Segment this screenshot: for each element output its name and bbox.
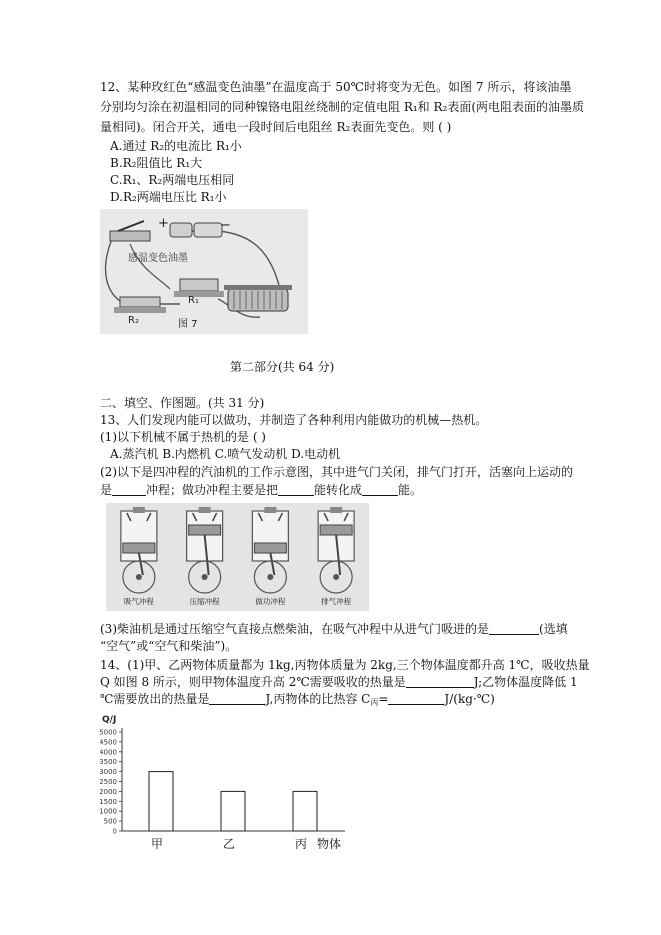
stroke-label: 排气冲程 [321,597,352,606]
q13-sub2-text-a: 是 [100,483,113,497]
q13-blank-energy-from[interactable] [278,483,314,496]
q14-line2 [100,674,578,691]
q13-sub2-line1: (2)以下是四冲程的汽油机的工作示意图，其中进气门关闭，排气门打开，活塞向上运动的 [100,465,574,479]
y-tick-label: 0 [112,827,117,836]
battery-minus-label: − [220,218,231,233]
q12-option-d: D.R₂两端电压比 R₁小 [110,190,227,204]
q14-line3-unit: J/(kg·℃) [444,692,495,706]
q13-sub2-text-b: 冲程；做功冲程主要是把 [146,483,279,497]
category-label: 丙 [294,837,308,851]
q12-line3: 量相同)。闭合开关，通电一段时间后电阻丝 R₂表面先变色。则 ( ) [100,120,452,134]
figure-7-caption: 图 7 [178,319,198,330]
figure-8-chart [100,710,350,860]
engine-diagram [121,507,157,593]
y-tick-label: 2000 [100,787,117,796]
q14-blank-specific-heat[interactable] [388,692,444,705]
q13-sub2-line2 [100,482,422,499]
q14-line3 [100,691,495,711]
bar [221,791,245,831]
part-two-title: 第二部分(共 64 分) [230,360,335,374]
q13-sub2-text-c: 能转化成 [314,483,363,497]
y-tick-label: 500 [103,817,117,826]
q12-option-b: B.R₂阻值比 R₁大 [110,156,203,170]
q13-sub1: (1)以下机械不属于热机的是 ( ) [100,430,266,444]
y-tick-label: 4000 [100,748,117,757]
engine-diagram [252,507,288,593]
q13-sub1-options: A.蒸汽机 B.内燃机 C.喷气发动机 D.电动机 [110,447,341,461]
q14-line3-mid: J,丙物体的比热容 C [265,692,371,706]
engine-diagram [318,507,354,593]
y-tick-label: 3000 [100,768,117,777]
q13-sub3-line1 [100,621,568,638]
engine-strokes-figure [106,503,369,611]
q13-sub3-line2: “空气”或“空气和柴油”)。 [100,639,238,653]
q14-sub-bing: 丙 [370,698,379,707]
q13-sub3-tail: (选填 [539,622,568,636]
y-tick-label: 3500 [100,758,117,767]
q12-line2: 分别均匀涂在初温相同的同种镍铬电阻丝绕制的定值电阻 R₁和 R₂表面(两电阻表面的油墨质 [100,100,585,114]
q14-line2-tail: J;乙物体温度降低 1 [473,675,578,689]
stroke-label: 吸气冲程 [123,597,154,606]
q14-blank-heat-yi[interactable] [209,692,265,705]
q14-line3-text: ℃需要放出的热量是 [100,692,210,706]
y-tick-label: 4500 [100,738,117,747]
section-two-title: 二、填空、作图题。(共 31 分) [100,396,265,410]
q14-blank-heat-jia[interactable] [406,675,474,688]
ink-label: 感温变色油墨 [128,253,188,264]
q13-blank-stroke[interactable] [112,483,146,496]
bar [293,791,317,831]
bar [149,772,173,831]
category-label: 甲 [150,837,164,851]
y-axis-label: Q/J [102,715,117,725]
y-tick-label: 2500 [100,778,117,786]
y-tick-label: 5000 [100,728,117,737]
stroke-label: 做功冲程 [255,597,286,606]
q12-line1: 12、某种玫红色“感温变色油墨”在温度高于 50℃时将变为无色。如图 7 所示，将该油墨 [100,80,572,94]
x-axis-label: 物体 [316,837,342,851]
q14-line3-eq: = [378,692,389,706]
q13-blank-intake[interactable] [489,622,539,635]
q13-intro: 13、人们发现内能可以做功，并制造了各种利用内能做功的机械—热机。 [100,413,488,427]
q14-line1: 14、(1)甲、乙两物体质量都为 1kg,丙物体质量为 2kg,三个物体温度都升高 1℃，吸收热量 [100,658,590,672]
q13-sub2-text-d: 能。 [398,483,423,497]
q13-blank-energy-to[interactable] [362,483,398,496]
engine-diagram [187,507,223,593]
stroke-label: 压缩冲程 [189,597,220,606]
figure-7-circuit [100,209,308,334]
y-tick-label: 1500 [100,797,117,806]
r1-label: R₁ [188,295,199,306]
y-tick-label: 1000 [100,807,117,816]
battery-plus-label: + [158,216,169,231]
q12-option-c: C.R₁、R₂两端电压相同 [110,173,235,187]
q14-line2-text: Q 如图 8 所示，则甲物体温度升高 2℃需要吸收的热量是 [100,675,406,689]
q13-sub3-text: (3)柴油机是通过压缩空气直接点燃柴油，在吸气冲程中从进气门吸进的是 [100,622,490,636]
q12-option-a: A.通过 R₂的电流比 R₁小 [110,139,242,153]
category-label: 乙 [222,837,236,851]
r2-label: R₂ [128,315,139,326]
